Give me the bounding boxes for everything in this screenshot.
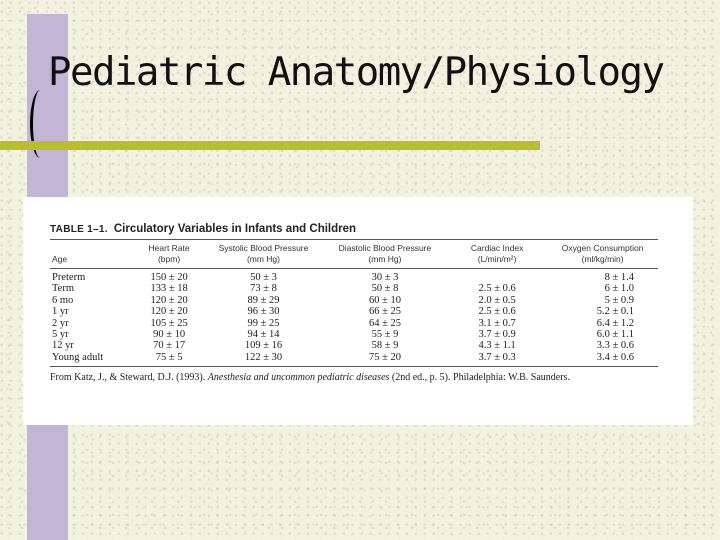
- header-systolic-bp-label: Systolic Blood Pressure: [218, 243, 309, 253]
- cell-oxygen-consumption: 3.4 ± 0.6: [547, 352, 658, 367]
- table-row: [50, 269, 658, 284]
- circulatory-variables-table: [50, 239, 658, 367]
- header-cardiac-index: [447, 240, 547, 269]
- cell-heart-rate: 120 ± 20: [150, 306, 188, 318]
- cell-systolic-bp: 109 ± 16: [244, 340, 283, 352]
- header-systolic-bp: [204, 240, 323, 269]
- cell-cardiac-index: 3.1 ± 0.7: [478, 317, 516, 329]
- header-diastolic-bp-label: Diastolic Blood Pressure: [338, 243, 432, 253]
- cell-heart-rate: 120 ± 20: [150, 294, 188, 306]
- cell-age: 5 yr: [52, 329, 69, 341]
- source-book-title: Anesthesia and uncommon pediatric diseases: [207, 372, 390, 384]
- table-caption-text: Circulatory Variables in Infants and Children: [113, 223, 357, 235]
- cell-diastolic-bp: 64 ± 25: [368, 317, 401, 329]
- cell-heart-rate: 70 ± 17: [153, 340, 186, 352]
- cell-age: 2 yr: [52, 317, 69, 329]
- table-caption: [50, 223, 659, 235]
- cell-diastolic-bp: 58 ± 9: [371, 340, 399, 352]
- cell-cardiac-index: 2.5 ± 0.6: [478, 283, 516, 295]
- source-publication: (2nd ed., p. 5). Philadelphia: W.B. Saunders.: [391, 372, 570, 384]
- table-source-note: [50, 372, 659, 383]
- cell-systolic-bp: 99 ± 25: [247, 317, 280, 329]
- cell-oxygen-consumption: 5 ± 0.9: [604, 294, 634, 306]
- table-row: [50, 283, 658, 294]
- cell-heart-rate: 150 ± 20: [150, 272, 188, 283]
- cell-oxygen-consumption: 8 ± 1.4: [604, 272, 634, 283]
- cell-cardiac-index: 3.7 ± 0.3: [447, 352, 547, 367]
- cell-systolic-bp: 96 ± 30: [247, 306, 280, 318]
- cell-age: Preterm: [52, 272, 86, 283]
- cell-cardiac-index: 3.7 ± 0.9: [478, 329, 516, 341]
- table-header-row: [50, 240, 658, 269]
- cell-diastolic-bp: 66 ± 25: [368, 306, 401, 318]
- cell-diastolic-bp: 50 ± 8: [371, 283, 399, 295]
- header-systolic-bp-unit: (mm Hg): [246, 254, 280, 264]
- header-oxygen-consumption-label: Oxygen Consumption: [561, 243, 644, 253]
- header-heart-rate-label: Heart Rate: [148, 243, 190, 253]
- cell-systolic-bp: 73 ± 8: [250, 283, 277, 295]
- cell-heart-rate: 90 ± 10: [153, 329, 186, 341]
- cell-systolic-bp: 122 ± 30: [204, 352, 323, 367]
- cell-age: Young adult: [50, 352, 134, 367]
- table-row: [50, 329, 658, 340]
- cell-heart-rate: 133 ± 18: [150, 283, 188, 295]
- table-row: [50, 352, 658, 367]
- header-oxygen-consumption: [547, 240, 658, 269]
- cell-age: 12 yr: [52, 340, 74, 352]
- header-heart-rate-unit: (bpm): [157, 254, 181, 264]
- table-row: [50, 295, 658, 306]
- cell-systolic-bp: 89 ± 29: [247, 294, 280, 306]
- cell-cardiac-index: 2.5 ± 0.6: [478, 306, 516, 318]
- table-figure: [23, 197, 693, 425]
- cell-age: 6 mo: [52, 294, 74, 306]
- cell-heart-rate: 105 ± 25: [150, 317, 188, 329]
- cell-age: 1 yr: [52, 306, 69, 318]
- cell-oxygen-consumption: 5.2 ± 0.1: [596, 306, 634, 318]
- cell-systolic-bp: 94 ± 14: [247, 329, 280, 341]
- cell-oxygen-consumption: 6.4 ± 1.2: [596, 317, 634, 329]
- header-heart-rate: [134, 240, 204, 269]
- cell-oxygen-consumption: 6 ± 1.0: [604, 283, 634, 295]
- cell-diastolic-bp: 75 ± 20: [323, 352, 447, 367]
- header-cardiac-index-label: Cardiac Index: [470, 243, 524, 253]
- header-cardiac-index-unit: (L/min/m²): [477, 254, 517, 264]
- cell-oxygen-consumption: 3.3 ± 0.6: [596, 340, 634, 352]
- table-row: [50, 340, 658, 351]
- header-oxygen-consumption-unit: (ml/kg/min): [581, 254, 624, 264]
- cell-cardiac-index: 2.0 ± 0.5: [478, 294, 516, 306]
- cell-cardiac-index: 4.3 ± 1.1: [478, 340, 516, 352]
- header-diastolic-bp: [323, 240, 447, 269]
- cell-age: Term: [52, 283, 75, 295]
- cell-cardiac-index: [447, 269, 547, 284]
- header-age: [50, 240, 134, 269]
- cell-heart-rate: 75 ± 5: [134, 352, 204, 367]
- source-authors: From Katz, J., & Steward, D.J. (1993).: [50, 372, 206, 384]
- cell-diastolic-bp: 60 ± 10: [368, 294, 401, 306]
- table-row: [50, 318, 658, 329]
- slide-title: Pediatric Anatomy/Physiology: [48, 50, 664, 95]
- cell-diastolic-bp: 55 ± 9: [371, 329, 399, 341]
- table-row: [50, 306, 658, 317]
- title-underline-rule: [0, 141, 540, 150]
- cell-oxygen-consumption: 6.0 ± 1.1: [596, 329, 634, 341]
- cell-systolic-bp: 50 ± 3: [250, 272, 277, 283]
- header-age-label: Age: [52, 254, 68, 264]
- cell-diastolic-bp: 30 ± 3: [371, 272, 399, 283]
- table-caption-number: TABLE 1–1.: [50, 224, 108, 235]
- header-diastolic-bp-unit: (mm Hg): [368, 254, 402, 264]
